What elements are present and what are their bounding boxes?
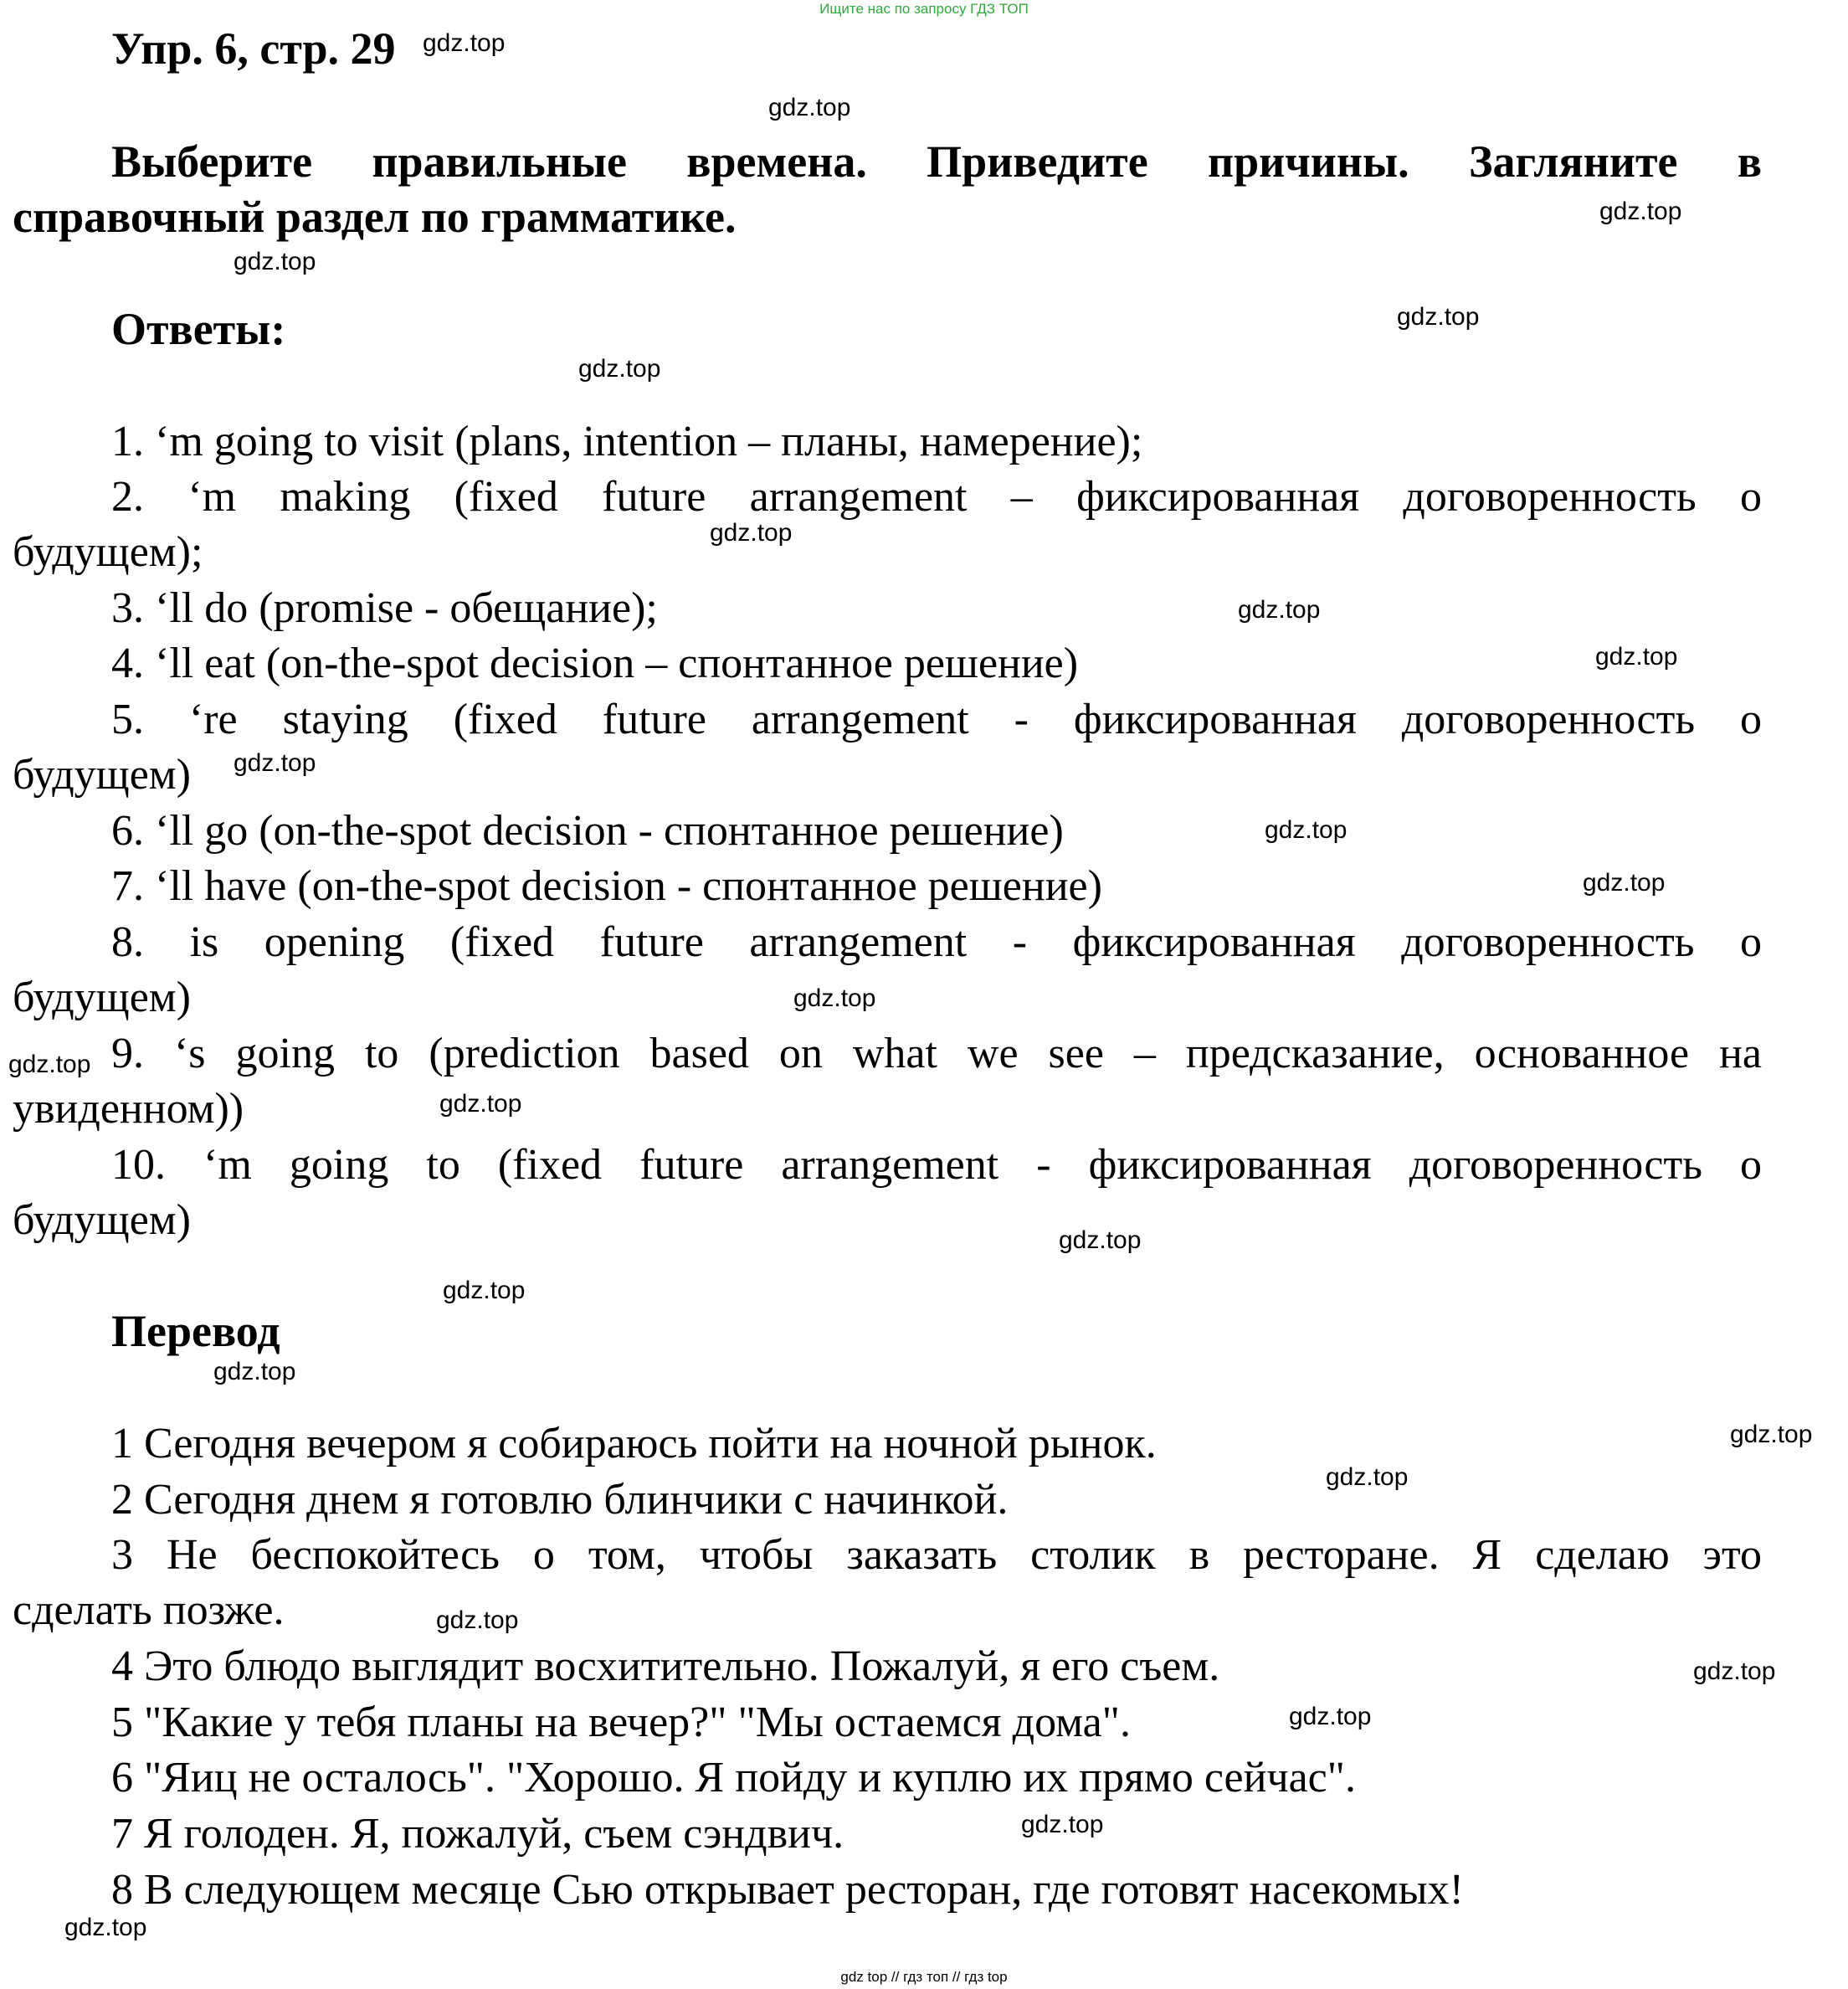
watermark-text: gdz.top [1693, 1658, 1776, 1685]
watermark-text: gdz.top [768, 94, 851, 121]
watermark-text: gdz.top [1599, 198, 1682, 225]
answer-continuation: будущем) [13, 974, 192, 1021]
answer-line: 2. ‘m making (fixed future arrangement – фиксированная договоренность о [111, 473, 1762, 521]
answers-heading: Ответы: [111, 304, 286, 354]
watermark-text: gdz.top [436, 1606, 519, 1634]
answer-item [13, 1026, 1762, 1137]
answer-line: 9. ‘s going to (prediction based on what we see – предсказание, основанное на [111, 1030, 1762, 1077]
watermark-text: gdz.top [423, 29, 506, 57]
watermark-text: gdz.top [234, 749, 316, 777]
watermark-text: gdz.top [64, 1914, 147, 1941]
watermark-text: gdz.top [1730, 1421, 1813, 1448]
task-instruction [13, 134, 1762, 244]
watermark-text: gdz.top [1021, 1811, 1104, 1838]
answer-continuation: увиденном)) [13, 1085, 244, 1133]
task-line-1: Выберите правильные времена. Приведите причины. Загляните в [111, 136, 1762, 187]
watermark-text: gdz.top [1059, 1226, 1142, 1254]
translation-line: 3 Не беспокойтесь о том, чтобы заказать столик в ресторане. Я сделаю это [111, 1531, 1762, 1579]
watermark-text: gdz.top [710, 519, 793, 547]
watermark-text: gdz.top [578, 355, 661, 383]
watermark-text: gdz.top [793, 984, 876, 1012]
answer-line: 8. is opening (fixed future arrangement - фиксированная договоренность о [111, 918, 1762, 966]
translation-item: 1 Сегодня вечером я собираюсь пойти на ночной рынок. [111, 1420, 1157, 1467]
watermark-text: gdz.top [1583, 869, 1666, 897]
page-title: Упр. 6, стр. 29 [111, 23, 396, 74]
translation-item: 2 Сегодня днем я готовлю блинчики с начинкой. [111, 1476, 1009, 1524]
answer-item: 1. ‘m going to visit (plans, intention – планы, намерение); [111, 418, 1143, 465]
answer-continuation: будущем) [13, 751, 192, 799]
answer-item: 3. ‘ll do (promise - обещание); [111, 584, 658, 632]
watermark-text: gdz.top [213, 1358, 296, 1385]
watermark-text: gdz.top [1595, 643, 1678, 671]
answer-item [13, 470, 1762, 580]
answer-continuation: будущем) [13, 1196, 192, 1244]
watermark-text: gdz.top [443, 1277, 526, 1304]
answer-line: 10. ‘m going to (fixed future arrangement - фиксированная договоренность о [111, 1141, 1762, 1189]
answer-item: 7. ‘ll have (on-the-spot decision - спонтанное решение) [111, 862, 1102, 910]
watermark-text: gdz.top [1326, 1463, 1409, 1491]
translation-item: 6 "Яиц не осталось". "Хорошо. Я пойду и куплю их прямо сейчас". [111, 1754, 1356, 1801]
answer-continuation: будущем); [13, 528, 203, 576]
task-line-2: справочный раздел по грамматике. [13, 192, 737, 242]
watermark-text: gdz.top [1289, 1703, 1372, 1730]
answer-item: 4. ‘ll eat (on-the-spot decision – спонтанное решение) [111, 640, 1079, 687]
top-search-note: Ищите нас по запросу ГДЗ ТОП [819, 1, 1029, 17]
translation-item [13, 1528, 1762, 1638]
answer-line: 5. ‘re staying (fixed future arrangement - фиксированная договоренность о [111, 696, 1762, 743]
watermark-text: gdz.top [1238, 596, 1321, 624]
translation-item: 8 В следующем месяце Сью открывает ресторан, где готовят насекомых! [111, 1866, 1464, 1914]
watermark-text: gdz.top [1265, 816, 1348, 844]
watermark-text: gdz.top [8, 1051, 91, 1078]
answer-item [13, 692, 1762, 803]
watermark-text: gdz.top [439, 1090, 522, 1118]
answer-item [13, 915, 1762, 1025]
translation-item: 5 "Какие у тебя планы на вечер?" "Мы остаемся дома". [111, 1699, 1131, 1746]
translation-item: 7 Я голоден. Я, пожалуй, съем сэндвич. [111, 1810, 844, 1858]
translation-heading: Перевод [111, 1306, 280, 1356]
translation-item: 4 Это блюдо выглядит восхитительно. Пожалуй, я его съем. [111, 1642, 1220, 1690]
bottom-note: gdz top // гдз топ // гдз top [840, 1969, 1008, 1985]
translation-continuation: сделать позже. [13, 1586, 285, 1634]
answer-item [13, 1138, 1762, 1248]
watermark-text: gdz.top [234, 248, 316, 275]
answer-item: 6. ‘ll go (on-the-spot decision - спонтанное решение) [111, 807, 1064, 855]
watermark-text: gdz.top [1397, 303, 1480, 331]
